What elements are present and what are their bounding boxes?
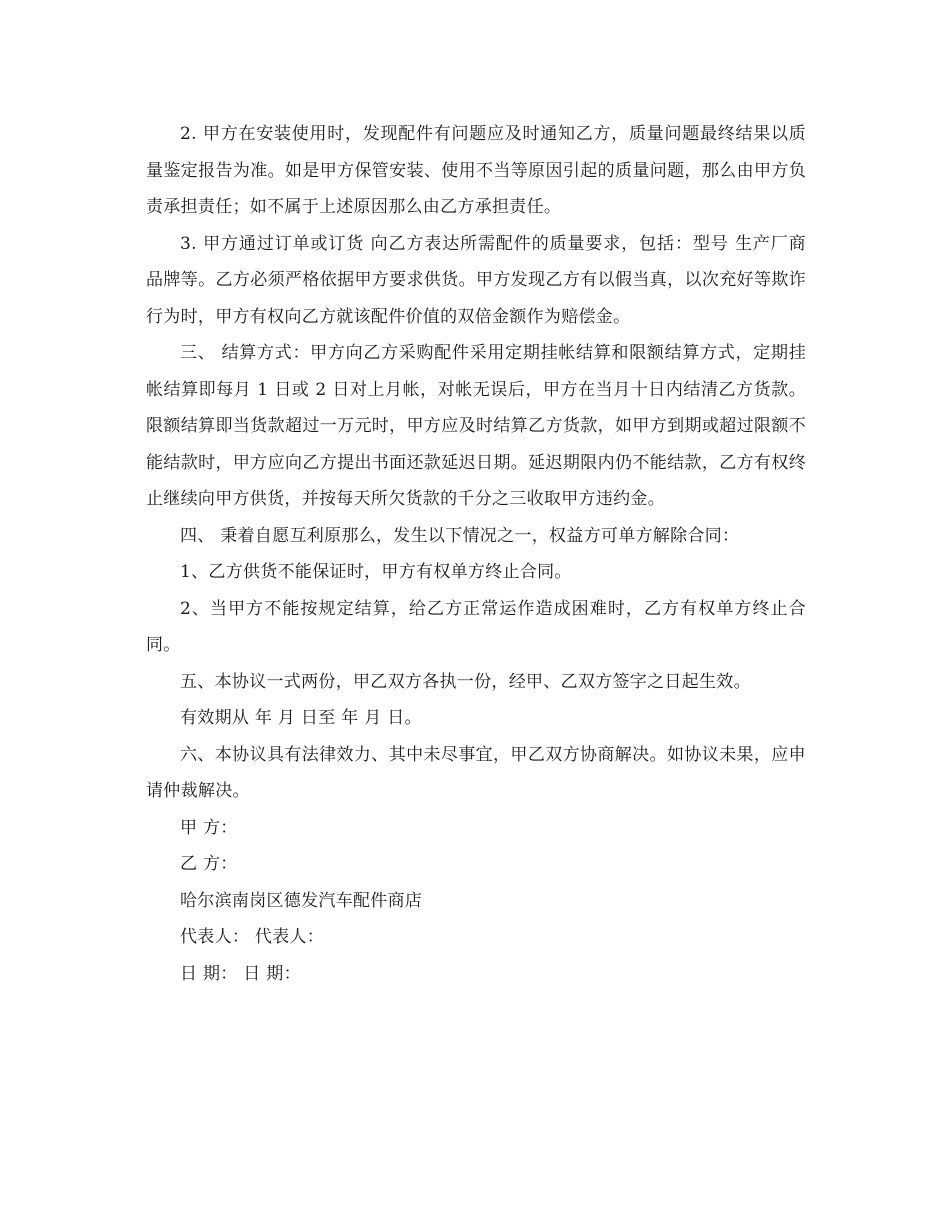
date-label: 日 期： 日 期：: [180, 963, 301, 984]
termination-item-1: 1、乙方供货不能保证时，甲方有权单方终止合同。: [180, 562, 572, 582]
validity-paragraph: 有效期从 年 月 日至 年 月 日。: [180, 708, 422, 728]
termination-paragraph: 四、 秉着自愿互利原那么，发生以下情况之一，权益方可单方解除合同：: [180, 525, 740, 546]
signature-block: [146, 810, 806, 993]
party-b-label: 乙 方：: [180, 854, 238, 874]
company-name: 哈尔滨南岗区德发汽车配件商店: [180, 890, 423, 911]
legal-effect-paragraph: 六、本协议具有法律效力、其中未尽事宜，甲乙双方协商解决。如协议未果，应申请仲裁解决。: [146, 744, 806, 801]
clause-2-paragraph: 2. 甲方在安装使用时，发现配件有问题应及时通知乙方，质量问题最终结果以质量鉴定报告为准。如是甲方保管安装、使用不当等原因引起的质量问题，那么由甲方负责承担责任；如不属于上述原因那么由乙方承担责任。: [146, 124, 806, 217]
party-a-label: 甲 方：: [180, 817, 238, 838]
document-page: [146, 116, 806, 992]
clause-3-paragraph: 3. 甲方通过订单或订货 向乙方表达所需配件的质量要求，包括：型号 生产厂商 品牌等。乙方必须严格依据甲方要求供货。甲方发现乙方有以假当真，以次充好等欺诈行为时，甲方有权向乙方就该配件价值的双倍金额作为赔偿金。: [146, 233, 806, 327]
settlement-paragraph: 三、 结算方式：甲方向乙方采购配件采用定期挂帐结算和限额结算方式，定期挂帐结算即每月 1 日或 2 日对上月帐，对帐无误后，甲方在当月十日内结清乙方货款。限额结算即当货款超过一万元时，甲方应及时结算乙方货款，如甲方到期或超过限额不能结款时，甲方应向乙方提出书面还款延迟日期。延迟期限内仍不能结款，乙方有权终止继续向甲方供货，并按每天所欠货款的千分之三收取甲方违约金。: [146, 343, 806, 509]
representative-label: 代表人： 代表人：: [180, 927, 325, 947]
termination-item-2: 2、当甲方不能按规定结算，给乙方正常运作造成困难时，乙方有权单方终止合同。: [146, 598, 806, 655]
copies-paragraph: 五、本协议一式两份，甲乙双方各执一份，经甲、乙双方签字之日起生效。: [180, 671, 751, 692]
